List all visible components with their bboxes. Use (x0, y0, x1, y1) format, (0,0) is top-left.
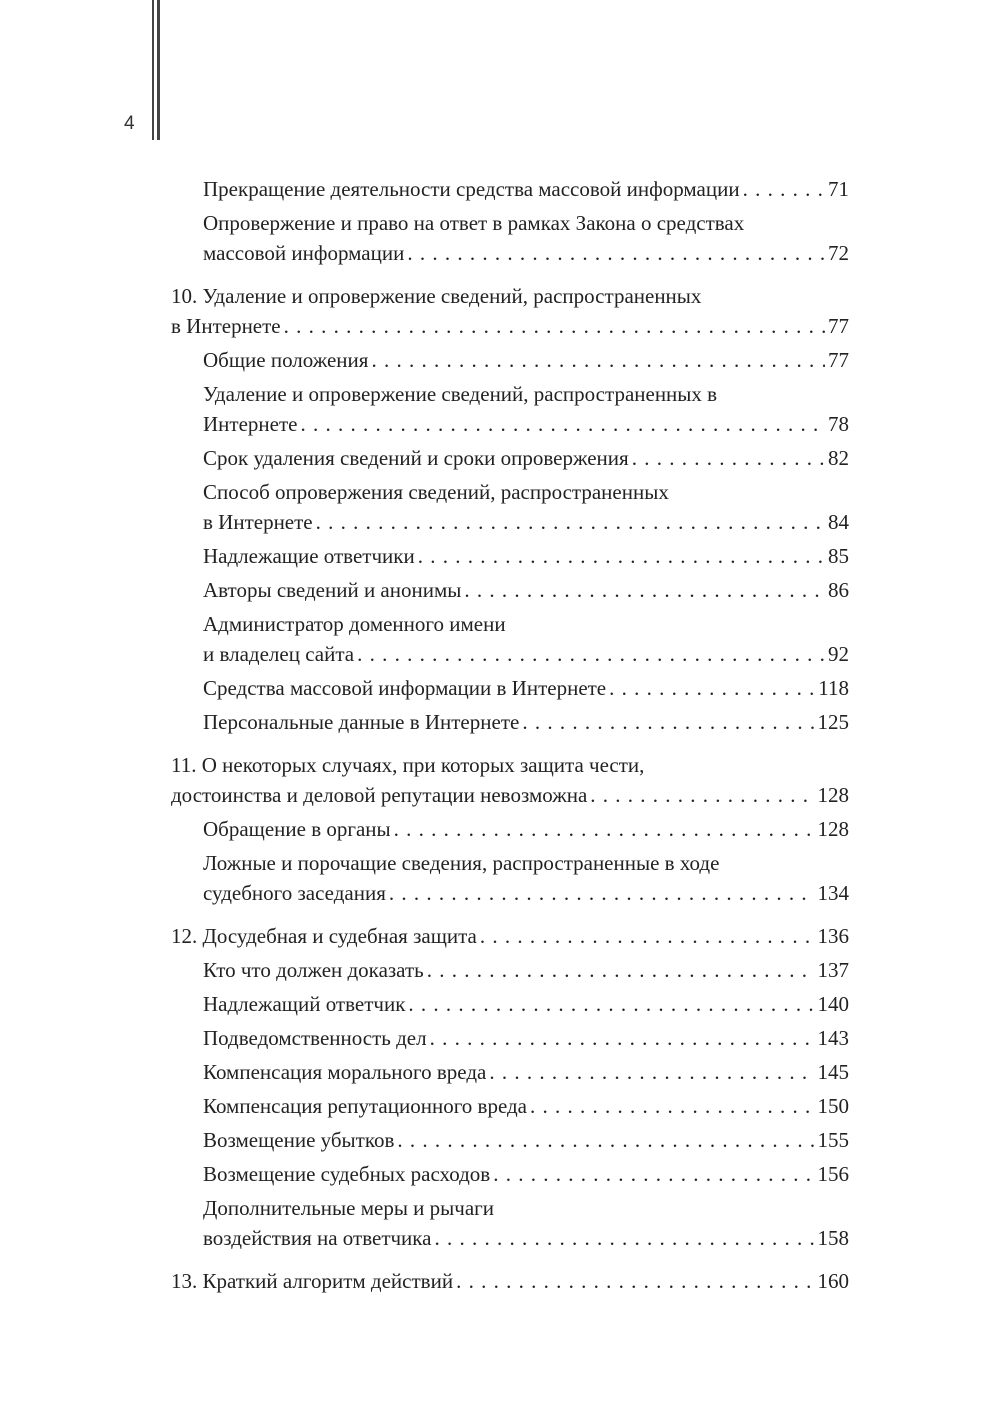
toc-entry-page: 156 (817, 1162, 849, 1186)
toc-entry-line (203, 1223, 849, 1253)
dot-leader (407, 238, 825, 268)
toc-entry-page: 137 (817, 958, 849, 982)
dot-leader (590, 780, 814, 810)
dot-leader (435, 1223, 815, 1253)
toc-entry-title: массовой информации (203, 241, 405, 265)
dot-leader (427, 955, 815, 985)
toc-section-entry[interactable] (171, 989, 849, 1019)
toc-entry-line (203, 1125, 849, 1155)
toc-entry-title: Срок удаления сведений и сроки опровержения (203, 446, 629, 470)
dot-leader (300, 409, 825, 439)
toc-entry-line (203, 639, 849, 669)
dot-leader (456, 1266, 814, 1296)
toc-section-entry[interactable] (171, 1091, 849, 1121)
dot-leader (489, 1057, 814, 1087)
toc-entry-page: 128 (817, 817, 849, 841)
toc-entry-line (203, 541, 849, 571)
dot-leader (480, 921, 815, 951)
toc-chapter-entry[interactable] (171, 750, 849, 810)
dot-leader (394, 814, 815, 844)
toc-section-entry[interactable] (171, 477, 849, 537)
toc-entry-title: в Интернете (171, 314, 281, 338)
toc-entry-page: 143 (817, 1026, 849, 1050)
dot-leader (493, 1159, 814, 1189)
toc-entry-title: 13. Краткий алгоритм действий (171, 1269, 454, 1293)
toc-entry-page: 71 (828, 177, 849, 201)
toc-section-entry[interactable] (171, 1159, 849, 1189)
dot-leader (609, 673, 815, 703)
toc-section-entry[interactable] (171, 673, 849, 703)
toc-entry-title: Администратор доменного имени (203, 612, 506, 636)
toc-entry-title: Дополнительные меры и рычаги (203, 1196, 495, 1220)
toc-entry-title: Надлежащие ответчики (203, 544, 415, 568)
toc-entry-line (203, 878, 849, 908)
toc-entry-title: Возмещение судебных расходов (203, 1162, 491, 1186)
toc-entry-title: Надлежащий ответчик (203, 992, 406, 1016)
toc-entry-title: Обращение в органы (203, 817, 391, 841)
toc-entry-title: Авторы сведений и анонимы (203, 578, 462, 602)
toc-entry-page: 77 (828, 314, 849, 338)
dot-leader (397, 1125, 814, 1155)
toc-entry-page: 158 (817, 1226, 849, 1250)
toc-entry-title: 10. Удаление и опровержение сведений, распространенных (171, 284, 702, 308)
toc-entry-line (203, 507, 849, 537)
dot-leader (743, 174, 825, 204)
toc-entry-page: 140 (817, 992, 849, 1016)
toc-entry-page: 84 (828, 510, 849, 534)
toc-entry-title: Возмещение убытков (203, 1128, 395, 1152)
toc-entry-title: Способ опровержения сведений, распространенных (203, 480, 669, 504)
toc-chapter-entry[interactable] (171, 281, 849, 341)
toc-section-entry[interactable] (171, 848, 849, 908)
toc-section-entry[interactable] (171, 443, 849, 473)
toc-entry-title: Компенсация морального вреда (203, 1060, 487, 1084)
toc-entry-page: 92 (828, 642, 849, 666)
toc-chapter-entry[interactable] (171, 921, 849, 951)
toc-entry-title: 11. О некоторых случаях, при которых защита чести, (171, 753, 645, 777)
toc-entry-line (171, 311, 849, 341)
toc-entry-title: Удаление и опровержение сведений, распространенных в (203, 382, 718, 406)
toc-entry-line (203, 345, 849, 375)
page-number: 4 (124, 113, 135, 134)
toc-entry-title: Кто что должен доказать (203, 958, 424, 982)
toc-entry-title: Ложные и порочащие сведения, распространенные в ходе (203, 851, 720, 875)
toc-entry-page: 78 (828, 412, 849, 436)
toc-entry-page: 128 (817, 783, 849, 807)
toc-entry-title: Общие положения (203, 348, 369, 372)
dot-leader (316, 507, 825, 537)
toc-entry-line (203, 1159, 849, 1189)
toc-section-entry[interactable] (171, 955, 849, 985)
dot-leader (430, 1023, 815, 1053)
toc-section-entry[interactable] (171, 814, 849, 844)
toc-entry-page: 136 (817, 924, 849, 948)
dot-leader (389, 878, 815, 908)
toc-entry-line (203, 955, 849, 985)
toc-entry-line (203, 989, 849, 1019)
toc-entry-page: 86 (828, 578, 849, 602)
toc-entry-page: 125 (817, 710, 849, 734)
toc-entry-title: достоинства и деловой репутации невозможна (171, 783, 588, 807)
toc-section-entry[interactable] (171, 379, 849, 439)
toc-entry-line (203, 707, 849, 737)
toc-entry-line (203, 174, 849, 204)
toc-entry-title: Средства массовой информации в Интернете (203, 676, 607, 700)
toc-entry-title: и владелец сайта (203, 642, 355, 666)
toc-entry-line (203, 238, 849, 268)
dot-leader (418, 541, 825, 571)
toc-entry-title: Подведомственность дел (203, 1026, 427, 1050)
toc-entry-title: воздействия на ответчика (203, 1226, 432, 1250)
toc-entry-page: 77 (828, 348, 849, 372)
toc-entry-line (203, 409, 849, 439)
dot-leader (530, 1091, 814, 1121)
dot-leader (371, 345, 825, 375)
toc-entry-page: 155 (817, 1128, 849, 1152)
toc-section-entry[interactable] (171, 1125, 849, 1155)
toc-entry-page: 160 (817, 1269, 849, 1293)
toc-entry-line (171, 921, 849, 951)
toc-entry-page: 145 (817, 1060, 849, 1084)
dot-leader (408, 989, 814, 1019)
toc-entry-page: 82 (828, 446, 849, 470)
toc-chapter-entry[interactable] (171, 1266, 849, 1296)
toc-entry-line (203, 814, 849, 844)
toc-entry-title: Интернете (203, 412, 298, 436)
toc-section-entry[interactable] (171, 609, 849, 669)
toc-entry-page: 118 (818, 676, 849, 700)
toc-section-entry[interactable] (171, 174, 849, 204)
dot-leader (464, 575, 825, 605)
dot-leader (357, 639, 825, 669)
toc-entry-title: Персональные данные в Интернете (203, 710, 520, 734)
table-of-contents (171, 174, 849, 1300)
toc-entry-line (171, 780, 849, 810)
toc-section-entry[interactable] (171, 1057, 849, 1087)
toc-entry-line (203, 575, 849, 605)
toc-section-entry[interactable] (171, 541, 849, 571)
toc-entry-line (203, 443, 849, 473)
dot-leader (284, 311, 825, 341)
margin-rule (152, 0, 154, 140)
toc-section-entry[interactable] (171, 208, 849, 268)
toc-section-entry[interactable] (171, 1193, 849, 1253)
toc-entry-line (203, 1091, 849, 1121)
toc-entry-line (203, 1023, 849, 1053)
toc-entry-page: 150 (817, 1094, 849, 1118)
dot-leader (632, 443, 825, 473)
toc-entry-page: 85 (828, 544, 849, 568)
toc-entry-page: 134 (817, 881, 849, 905)
toc-entry-page: 72 (828, 241, 849, 265)
toc-entry-line (203, 673, 849, 703)
toc-section-entry[interactable] (171, 1023, 849, 1053)
dot-leader (522, 707, 814, 737)
toc-entry-title: судебного заседания (203, 881, 386, 905)
toc-entry-title: Прекращение деятельности средства массовой информации (203, 177, 740, 201)
toc-entry-line (171, 1266, 849, 1296)
toc-entry-title: в Интернете (203, 510, 313, 534)
toc-entry-title: Компенсация репутационного вреда (203, 1094, 528, 1118)
toc-section-entry[interactable] (171, 345, 849, 375)
toc-section-entry[interactable] (171, 707, 849, 737)
toc-entry-title: Опровержение и право на ответ в рамках Закона о средствах (203, 211, 745, 235)
margin-rule (157, 0, 160, 140)
toc-entry-title: 12. Досудебная и судебная защита (171, 924, 477, 948)
toc-section-entry[interactable] (171, 575, 849, 605)
toc-entry-line (203, 1057, 849, 1087)
